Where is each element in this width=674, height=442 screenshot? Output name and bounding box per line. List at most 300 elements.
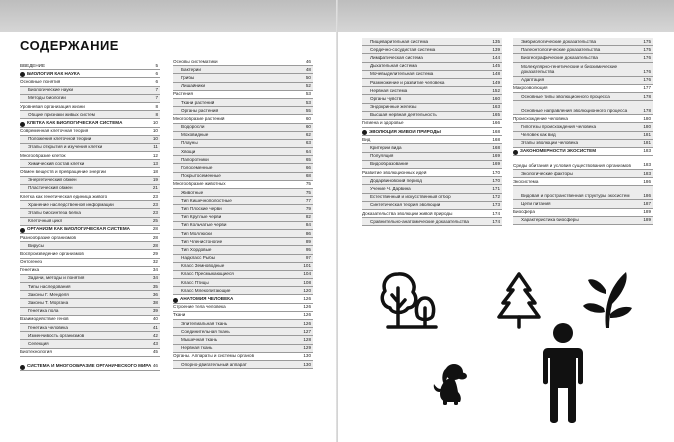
toc-entry	[20, 349, 160, 357]
toc-page-number: 189	[643, 209, 651, 215]
toc-entry	[513, 170, 653, 178]
toc-entry-title: Тип Круглые черви	[181, 215, 222, 220]
toc-page-number: 13	[152, 160, 158, 166]
toc-page-number: 168	[492, 136, 500, 142]
toc-entry-title: Происхождение человека	[513, 116, 568, 121]
toc-entry	[173, 205, 313, 213]
toc-entry-title: Мочевыделительная система	[370, 72, 434, 77]
toc-page-number: 178	[643, 93, 651, 99]
toc-entry-title: Бактерии	[181, 67, 201, 72]
toc-entry	[513, 101, 653, 115]
toc-entry	[173, 156, 313, 164]
toc-entry-title: Общие признаки живых систем	[28, 112, 95, 117]
toc-entry	[20, 340, 160, 348]
toc-page-number: 126	[303, 320, 311, 326]
toc-entry	[20, 267, 160, 275]
toc-entry-title: Экологические факторы	[521, 171, 573, 176]
toc-entry-title: Вирусы	[28, 243, 44, 248]
toc-page-number: 39	[152, 308, 158, 314]
toc-page-number: 174	[492, 218, 500, 224]
toc-entry-title: Додарвиновский период	[370, 178, 422, 183]
toc-entry-title: Биосфера	[513, 210, 535, 215]
section-marker-icon	[20, 228, 25, 233]
toc-entry	[20, 299, 160, 307]
toc-page-number: 75	[305, 181, 311, 187]
toc-entry	[173, 173, 313, 181]
toc-page-number: 178	[643, 107, 651, 113]
toc-entry	[20, 291, 160, 299]
toc-entry-title: Этапы открытия и изучения клетки	[28, 145, 103, 150]
toc-entry-title: Положения клеточной теории	[28, 137, 92, 142]
toc-entry-title: Класс Земноводные	[181, 264, 225, 269]
toc-entry-title: СИСТЕМА И МНОГООБРАЗИЕ ОРГАНИЧЕСКОГО МИРА	[27, 363, 152, 369]
toc-entry	[20, 111, 160, 119]
toc-entry-title: Биогеографические доказательства	[521, 55, 598, 60]
toc-entry	[362, 169, 502, 177]
toc-entry-title: Воспроизведение организмов	[20, 251, 84, 256]
toc-entry	[173, 287, 313, 295]
toc-entry-title: Покрытосеменные	[181, 174, 221, 179]
toc-page-number: 42	[152, 332, 158, 338]
toc-page-number: 23	[152, 209, 158, 215]
toc-page-number: 128	[303, 336, 311, 342]
toc-page-number: 60	[305, 124, 311, 130]
toc-entry-title: Экосистема	[513, 179, 539, 184]
toc-entry-title: Энергетический обмен	[28, 178, 77, 183]
toc-entry	[513, 85, 653, 93]
toc-page-number: 176	[643, 77, 651, 83]
toc-entry-title: Законы Т. Моргана	[28, 301, 69, 306]
toc-entry	[20, 136, 160, 144]
toc-entry-title: Методы биологии	[28, 96, 66, 101]
toc-entry	[362, 153, 502, 161]
toc-entry-title: Цепи питания	[521, 202, 551, 207]
toc-entry	[173, 164, 313, 172]
toc-entry	[173, 140, 313, 148]
toc-entry-title: Пластический обмен	[28, 186, 73, 191]
toc-page-number: 28	[152, 234, 158, 240]
toc-entry-title: Этапы эволюции человека	[521, 141, 579, 146]
toc-entry-title: Генетика человека	[28, 325, 68, 330]
toc-entry	[173, 255, 313, 263]
toc-page-number: 173	[492, 202, 500, 208]
toc-entry-title: Пищеварительная система	[370, 39, 429, 44]
right-page-header	[338, 0, 674, 32]
toc-entry-title: Плауны	[181, 141, 198, 146]
toc-entry	[513, 77, 653, 85]
toc-entry	[173, 353, 313, 361]
page-title: СОДЕРЖАНИЕ	[20, 38, 119, 53]
toc-entry	[173, 336, 313, 344]
toc-entry-title: Синтетическая теория эволюции	[370, 203, 441, 208]
toc-entry-title: Молекулярно-генетические и биохимические доказательства	[521, 63, 618, 75]
toc-entry	[173, 91, 313, 99]
toc-entry	[173, 345, 313, 353]
toc-entry-title: Нервная ткань	[181, 346, 213, 351]
toc-entry	[513, 217, 653, 225]
toc-entry	[20, 177, 160, 185]
toc-entry-title: Тип Хордовые	[181, 247, 212, 252]
toc-entry-title: Сердечно-сосудистая система	[370, 47, 436, 52]
toc-entry-title: Органы растений	[181, 108, 219, 113]
toc-section-heading	[20, 357, 160, 371]
toc-entry-title: Изменчивость организмов	[28, 333, 85, 338]
toc-page-number: 86	[305, 230, 311, 236]
toc-entry-title: Эпителиальная ткань	[181, 321, 228, 326]
toc-page-number: 55	[305, 107, 311, 113]
toc-page-number: 130	[303, 361, 311, 367]
toc-entry	[20, 250, 160, 258]
toc-page-number: 170	[492, 177, 500, 183]
toc-entry	[20, 201, 160, 209]
toc-page-number: 46	[305, 58, 311, 64]
toc-entry	[362, 46, 502, 54]
toc-page-number: 127	[303, 328, 311, 334]
section-marker-icon	[20, 72, 25, 77]
toc-page-number: 101	[303, 263, 311, 269]
toc-entry-title: Современная клеточная теория	[20, 129, 89, 134]
toc-entry-title: Хвощи	[181, 149, 196, 154]
toc-entry-title: Голосеменные	[181, 166, 213, 171]
toc-entry	[173, 214, 313, 222]
toc-entry-title: Уровневая организация жизни	[20, 104, 85, 109]
toc-entry	[20, 87, 160, 95]
toc-entry	[362, 202, 502, 210]
toc-page-number: 183	[643, 148, 651, 154]
toc-entry-title: Характеристика биосферы	[521, 218, 579, 223]
book-spine	[336, 0, 338, 442]
toc-page-number: 187	[643, 201, 651, 207]
toc-entry	[513, 115, 653, 123]
toc-page-number: 43	[152, 340, 158, 346]
toc-entry	[20, 95, 160, 103]
toc-entry	[362, 144, 502, 152]
toc-entry-title: Основные понятия	[20, 79, 61, 84]
toc-page-number: 104	[303, 271, 311, 277]
fir-tree-icon	[496, 270, 542, 330]
toc-entry-title: Хранение наследственной информации	[28, 202, 114, 207]
toc-entry	[173, 361, 313, 369]
toc-page-number: 68	[305, 173, 311, 179]
toc-page-number: 65	[305, 156, 311, 162]
toc-page-number: 165	[492, 112, 500, 118]
toc-entry-title: АНАТОМИЯ ЧЕЛОВЕКА	[180, 297, 234, 302]
toc-entry-title: Разнообразие организмов	[20, 235, 76, 240]
toc-entry-title: Биологические науки	[28, 88, 74, 93]
toc-entry	[20, 168, 160, 176]
toc-entry-title: Органы чувств	[370, 96, 402, 101]
toc-entry-title: Видовая и пространственная структуры экосистем	[521, 192, 630, 198]
toc-page-number: 177	[643, 85, 651, 91]
toc-entry-title: Эндокринные железы	[370, 105, 417, 110]
toc-entry	[362, 161, 502, 169]
toc-section-heading	[20, 119, 160, 127]
toc-entry-title: Человек как вид	[521, 133, 556, 138]
toc-page-number: 6	[155, 70, 158, 76]
toc-entry-title: Моховидные	[181, 133, 209, 138]
deciduous-trees-icon	[378, 270, 440, 330]
toc-entry	[513, 93, 653, 101]
toc-entry-title: Онтогенез	[20, 260, 42, 265]
toc-entry	[173, 222, 313, 230]
toc-page-number: 186	[643, 192, 651, 198]
human-figure-icon	[540, 322, 586, 424]
toc-entry	[173, 83, 313, 91]
toc-entry	[513, 123, 653, 131]
toc-page-number: 82	[305, 214, 311, 220]
toc-entry	[20, 160, 160, 168]
toc-page-number: 75	[305, 189, 311, 195]
toc-entry	[20, 209, 160, 217]
toc-page-number: 175	[643, 46, 651, 52]
toc-entry-title: Многообразие клеток	[20, 153, 66, 158]
toc-entry-title: Генетика пола	[28, 309, 59, 314]
toc-page-number: 171	[492, 185, 500, 191]
toc-page-number: 53	[305, 99, 311, 105]
toc-page-number: 52	[305, 83, 311, 89]
toc-entry-title: Законы Г. Менделя	[28, 292, 69, 297]
toc-page-number: 126	[303, 312, 311, 318]
toc-page-number: 11	[153, 144, 158, 150]
toc-section-heading	[513, 148, 653, 156]
toc-page-number: 10	[152, 128, 158, 134]
toc-entry-title: Мышечная ткань	[181, 337, 218, 342]
toc-entry	[173, 263, 313, 271]
toc-entry	[20, 103, 160, 111]
toc-column-1	[20, 62, 160, 371]
toc-entry-title: ЗАКОНОМЕРНОСТИ ЭКОСИСТЕМ	[520, 149, 597, 154]
toc-page-number: 60	[305, 115, 311, 121]
toc-entry	[513, 156, 653, 170]
toc-entry-title: Многообразие животных	[173, 182, 226, 187]
toc-page-number: 36	[152, 291, 158, 297]
toc-entry	[362, 120, 502, 128]
toc-page-number: 79	[305, 205, 311, 211]
toc-entry-title: Доказательства эволюции живой природы	[362, 211, 453, 216]
toc-page-number: 176	[643, 54, 651, 60]
toc-page-number: 135	[492, 38, 500, 44]
toc-entry-title: Животные	[181, 190, 204, 195]
toc-section-heading	[173, 295, 313, 303]
sprout-icon	[582, 268, 634, 330]
toc-page-number: 84	[305, 222, 311, 228]
toc-entry	[362, 71, 502, 79]
toc-entry	[20, 193, 160, 201]
toc-entry	[513, 178, 653, 186]
toc-page-number: 5	[155, 62, 158, 68]
toc-entry-title: Ткани растений	[181, 100, 215, 105]
toc-entry-title: Нервная система	[370, 88, 408, 93]
toc-entry	[20, 275, 160, 283]
toc-entry	[362, 79, 502, 87]
toc-page-number: 12	[152, 152, 158, 158]
toc-page-number: 183	[643, 162, 651, 168]
toc-page-number: 89	[305, 238, 311, 244]
toc-entry-title: Многообразие растений	[173, 116, 225, 121]
toc-entry	[362, 210, 502, 218]
toc-entry-title: Класс Млекопитающие	[181, 288, 231, 293]
toc-section-heading	[20, 70, 160, 78]
toc-entry-title: ВВЕДЕНИЕ	[20, 63, 46, 68]
toc-entry	[173, 115, 313, 123]
toc-entry	[173, 230, 313, 238]
toc-page-number: 176	[643, 68, 651, 74]
toc-page-number: 180	[643, 123, 651, 129]
toc-page-number: 8	[155, 103, 158, 109]
toc-page-number: 53	[305, 91, 311, 97]
toc-entry	[173, 238, 313, 246]
toc-entry-title: Биотехнология	[20, 350, 52, 355]
toc-entry	[513, 209, 653, 217]
toc-column-3	[362, 38, 502, 226]
toc-page-number: 23	[152, 201, 158, 207]
toc-column-2	[173, 58, 313, 369]
toc-entry-title: Ткани	[173, 313, 186, 318]
toc-page-number: 21	[152, 185, 158, 191]
toc-entry-title: Папоротники	[181, 157, 209, 162]
toc-page-number: 186	[643, 178, 651, 184]
toc-entry	[513, 132, 653, 140]
toc-page-number: 189	[643, 217, 651, 223]
toc-page-number: 149	[492, 79, 500, 85]
toc-entry	[362, 104, 502, 112]
toc-entry-title: Водоросли	[181, 125, 205, 130]
toc-entry-title: Гигиена и здоровье	[362, 121, 404, 126]
toc-page-number: 175	[643, 38, 651, 44]
toc-entry-title: Соединительная ткань	[181, 329, 230, 334]
toc-entry-title: Опорно-двигательный аппарат	[181, 362, 247, 367]
toc-entry	[173, 124, 313, 132]
toc-entry-title: Тип Кольчатые черви	[181, 223, 227, 228]
toc-entry-title: Учение Ч. Дарвина	[370, 186, 411, 191]
toc-entry	[20, 308, 160, 316]
toc-entry-title: КЛЕТКА КАК БИОЛОГИЧЕСКАЯ СИСТЕМА	[27, 120, 123, 125]
toc-page-number: 41	[152, 324, 158, 330]
toc-page-number: 10	[152, 119, 158, 125]
toc-entry	[173, 99, 313, 107]
toc-page-number: 129	[303, 345, 311, 351]
toc-entry	[362, 63, 502, 71]
toc-entry	[20, 259, 160, 267]
toc-entry-title: Клетка как генетическая единица живого	[20, 194, 108, 199]
toc-entry	[173, 320, 313, 328]
toc-page-number: 62	[305, 132, 311, 138]
toc-page-number: 168	[492, 145, 500, 151]
toc-page-number: 28	[152, 242, 158, 248]
toc-entry-title: Высшая нервная деятельность	[370, 113, 437, 118]
toc-entry	[362, 54, 502, 62]
toc-page-number: 126	[303, 296, 311, 302]
toc-page-number: 126	[303, 304, 311, 310]
toc-page-number: 46	[152, 363, 158, 369]
toc-entry	[173, 66, 313, 74]
toc-entry-title: ЭВОЛЮЦИЯ ЖИВОЙ ПРИРОДЫ	[369, 129, 441, 134]
toc-entry	[513, 140, 653, 148]
toc-page-number: 34	[152, 275, 158, 281]
toc-entry-title: Основы систематики	[173, 59, 218, 64]
toc-entry-title: Сравнительно-анатомические доказательства	[370, 219, 469, 224]
toc-entry	[20, 185, 160, 193]
toc-entry-title: Дыхательная система	[370, 64, 417, 69]
toc-entry-title: ОРГАНИЗМ КАК БИОЛОГИЧЕСКАЯ СИСТЕМА	[27, 227, 130, 232]
toc-entry-title: Тип Моллюски	[181, 231, 212, 236]
toc-entry-title: Тип Членистоногие	[181, 239, 223, 244]
toc-entry-title: Надкласс Рыбы	[181, 256, 216, 261]
toc-page-number: 172	[492, 194, 500, 200]
toc-entry	[173, 304, 313, 312]
toc-entry-title: Тип Плоские черви	[181, 206, 222, 211]
section-marker-icon	[173, 298, 178, 303]
toc-entry	[20, 242, 160, 250]
toc-page-number: 180	[643, 115, 651, 121]
toc-page-number: 169	[492, 161, 500, 167]
toc-entry-title: Тип Кишечнополостные	[181, 198, 232, 203]
left-page-header	[0, 0, 336, 32]
toc-page-number: 64	[305, 148, 311, 154]
toc-entry-title: Класс Птицы	[181, 280, 209, 285]
toc-entry	[173, 271, 313, 279]
toc-page-number: 163	[492, 104, 500, 110]
toc-page-number: 181	[643, 132, 651, 138]
toc-page-number: 120	[303, 287, 311, 293]
toc-entry-title: Грибы	[181, 75, 195, 80]
toc-page-number: 6	[155, 78, 158, 84]
toc-entry	[173, 279, 313, 287]
toc-entry-title: Растения	[173, 92, 193, 97]
toc-entry	[173, 107, 313, 115]
toc-page-number: 40	[152, 316, 158, 322]
toc-entry-title: Популяция	[370, 154, 394, 159]
toc-entry	[513, 54, 653, 62]
section-marker-icon	[513, 150, 518, 155]
toc-entry-title: Адаптация	[521, 78, 545, 83]
toc-page-number: 18	[152, 169, 158, 175]
toc-entry	[20, 316, 160, 324]
toc-page-number: 8	[155, 111, 158, 117]
toc-page-number: 77	[305, 197, 311, 203]
toc-entry	[173, 58, 313, 66]
toc-column-4	[513, 38, 653, 225]
toc-entry-title: Задачи, методы и понятия	[28, 276, 85, 281]
toc-entry	[362, 112, 502, 120]
toc-entry	[362, 194, 502, 202]
section-marker-icon	[20, 122, 25, 127]
toc-entry	[513, 186, 653, 200]
toc-entry	[362, 87, 502, 95]
toc-entry	[20, 218, 160, 226]
toc-entry-title: Макроэволюция	[513, 86, 548, 91]
toc-entry-title: Среды обитания и условия существования организмов	[513, 162, 631, 168]
toc-entry-title: Основные типы эволюционного процесса	[521, 94, 610, 99]
toc-entry-title: Селекция	[28, 341, 49, 346]
toc-page-number: 50	[305, 74, 311, 80]
toc-entry	[362, 38, 502, 46]
toc-entry-title: Лимфатическая система	[370, 55, 423, 60]
toc-entry	[173, 197, 313, 205]
toc-entry	[173, 181, 313, 189]
toc-entry	[173, 328, 313, 336]
toc-entry	[173, 189, 313, 197]
toc-page-number: 183	[643, 170, 651, 176]
toc-entry-title: Палеонтологические доказательства	[521, 47, 601, 52]
toc-entry	[173, 312, 313, 320]
toc-page-number: 25	[152, 218, 158, 224]
toc-entry-title: Этапы биосинтеза белка	[28, 210, 81, 215]
toc-page-number: 63	[305, 140, 311, 146]
toc-entry	[20, 78, 160, 86]
toc-page-number: 148	[492, 71, 500, 77]
toc-entry-title: Взаимодействие генов	[20, 317, 69, 322]
